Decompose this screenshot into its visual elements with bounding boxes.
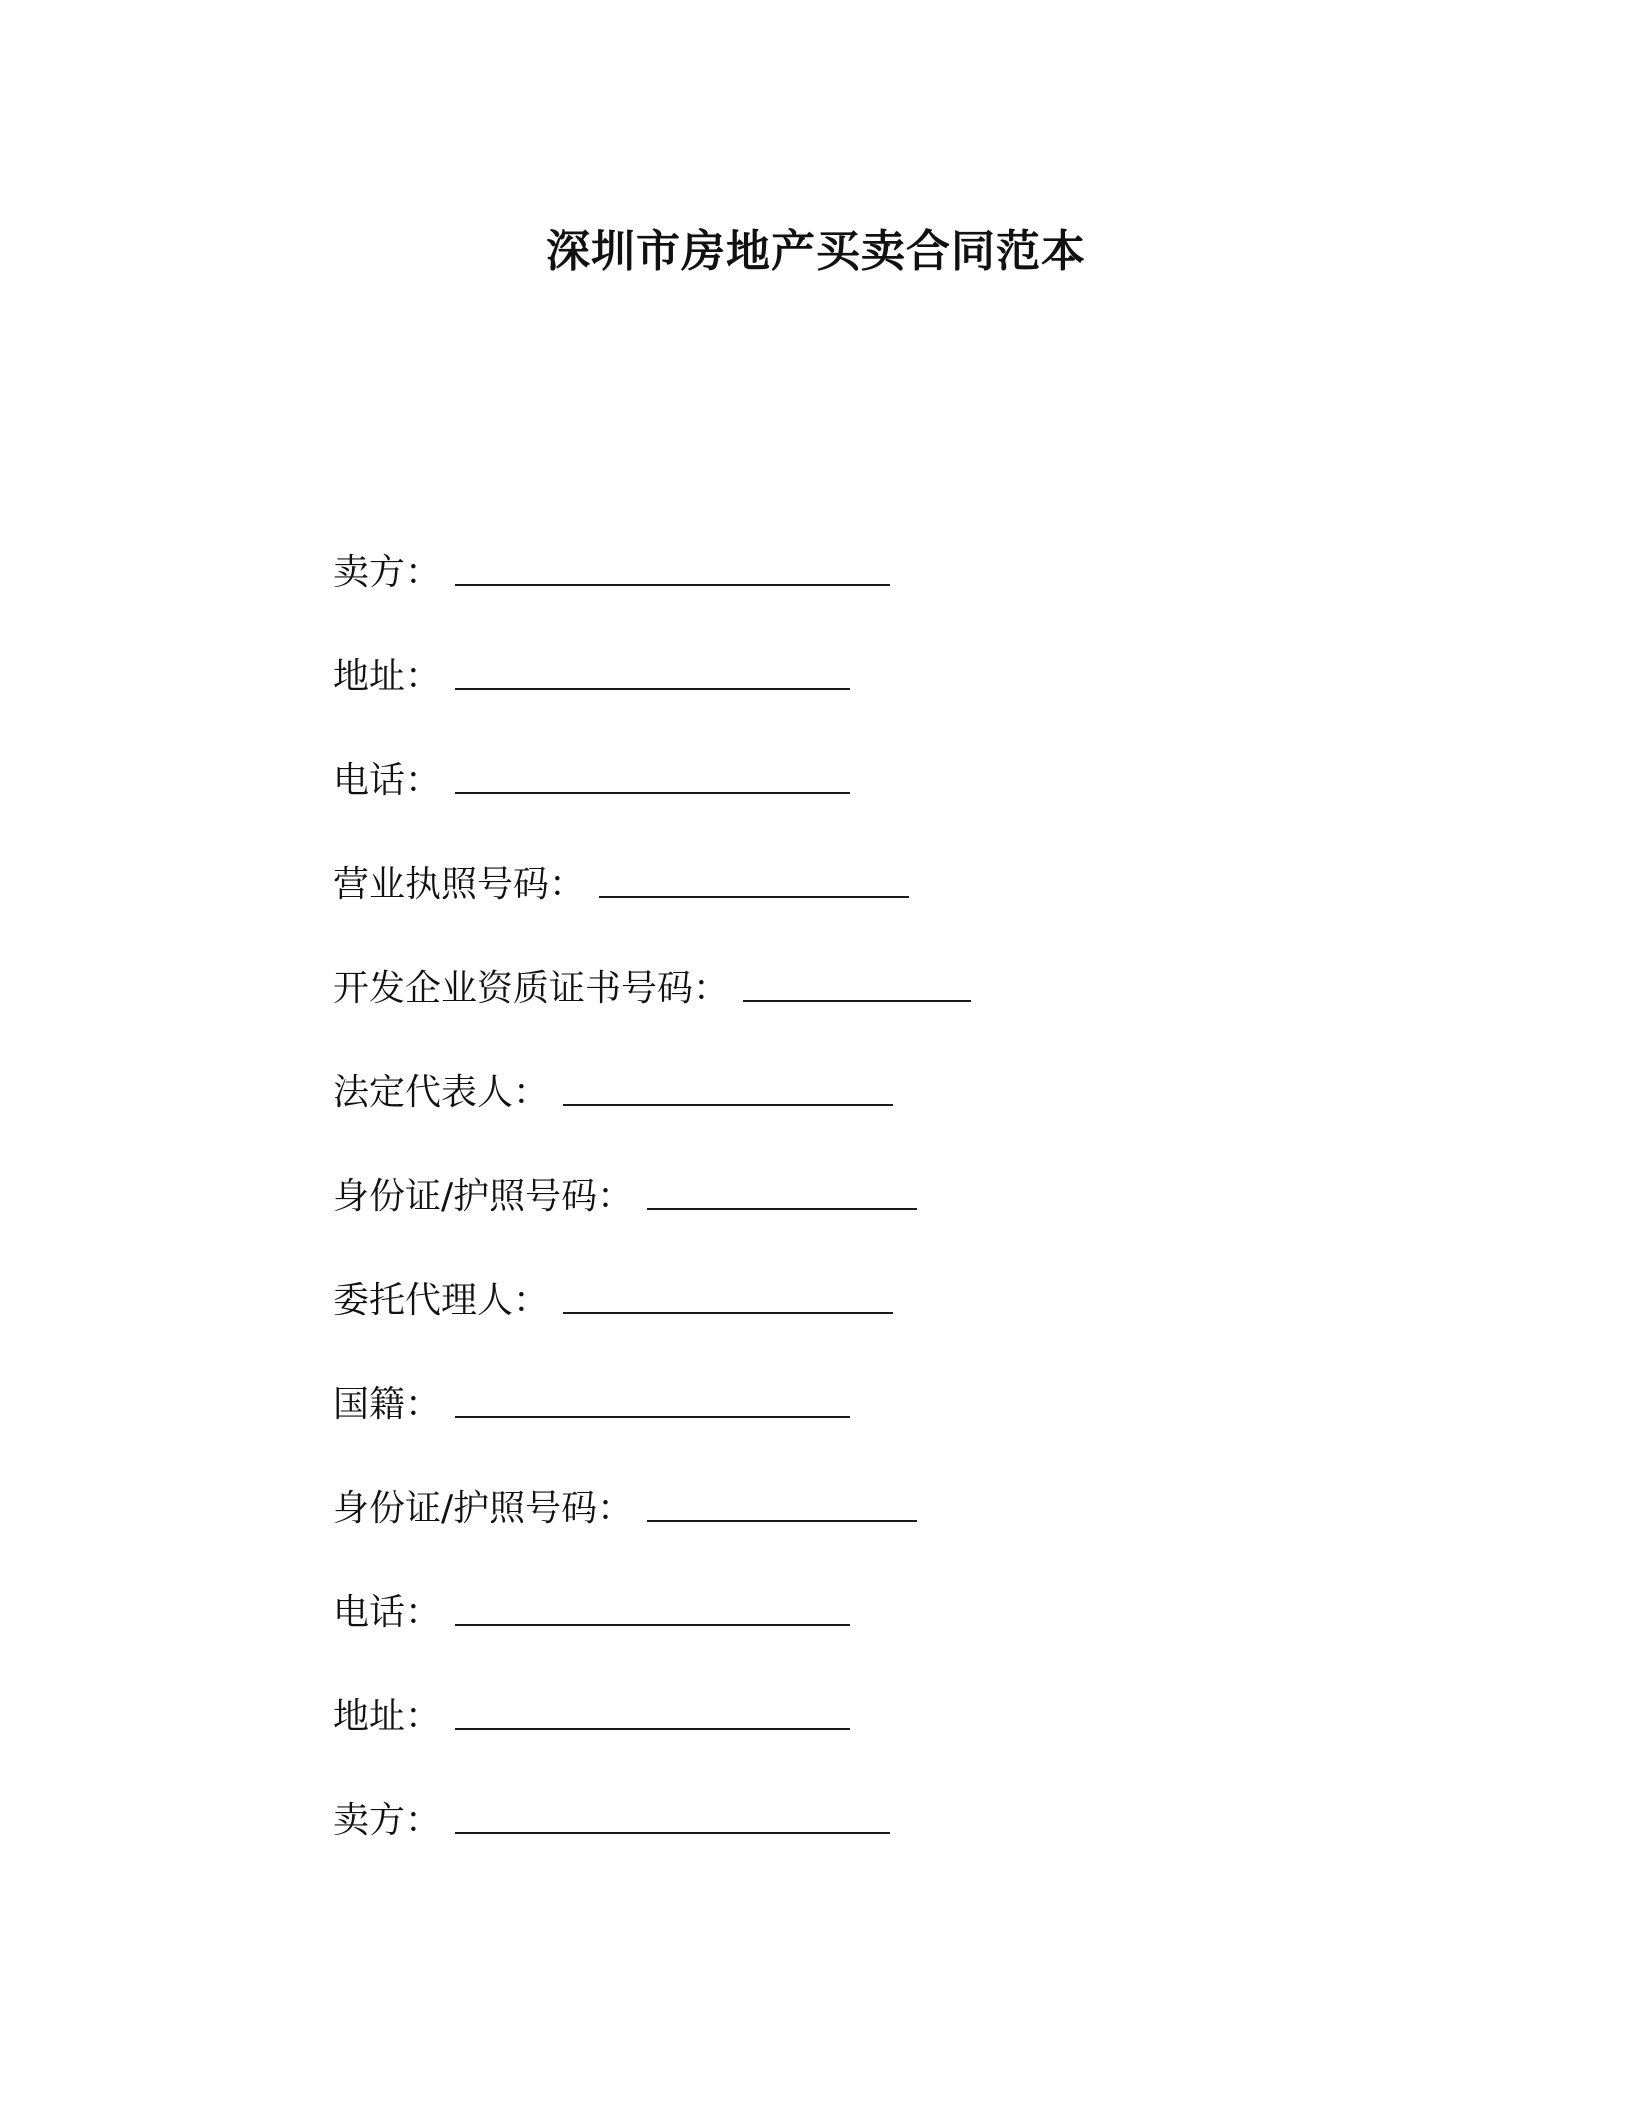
- fill-in-blank[interactable]: [455, 1416, 850, 1418]
- field-label: 国籍：: [333, 1384, 442, 1425]
- address-field: [333, 1637, 1433, 1741]
- page-title: 深圳市房地产买卖合同范本: [546, 226, 1086, 277]
- fill-in-blank[interactable]: [647, 1520, 917, 1522]
- field-label: 法定代表人：: [333, 1072, 550, 1113]
- field-label: 电话：: [333, 760, 442, 801]
- fill-in-blank[interactable]: [455, 792, 850, 794]
- field-label: 地址：: [333, 1696, 442, 1737]
- id-passport-field: [333, 1117, 1433, 1221]
- field-label: 营业执照号码：: [333, 864, 586, 905]
- field-label: 卖方：: [333, 552, 442, 593]
- fill-in-blank[interactable]: [455, 584, 890, 586]
- legal-representative-field: [333, 1013, 1433, 1117]
- agent-field: [333, 1221, 1433, 1325]
- field-label: 开发企业资质证书号码：: [333, 968, 730, 1009]
- field-label: 电话：: [333, 1592, 442, 1633]
- phone-field: [333, 701, 1433, 805]
- id-passport-field: [333, 1429, 1433, 1533]
- nationality-field: [333, 1325, 1433, 1429]
- business-license-field: [333, 805, 1433, 909]
- fill-in-blank[interactable]: [455, 1728, 850, 1730]
- qualification-cert-field: [333, 909, 1433, 1013]
- address-field: [333, 597, 1433, 701]
- party-info-fields: [333, 493, 1433, 1845]
- field-label: 卖方：: [333, 1800, 442, 1841]
- fill-in-blank[interactable]: [455, 688, 850, 690]
- field-label: 身份证/护照号码：: [333, 1176, 634, 1217]
- fill-in-blank[interactable]: [563, 1104, 893, 1106]
- fill-in-blank[interactable]: [455, 1624, 850, 1626]
- phone-field: [333, 1533, 1433, 1637]
- field-label: 委托代理人：: [333, 1280, 550, 1321]
- seller-field: [333, 493, 1433, 597]
- fill-in-blank[interactable]: [563, 1312, 893, 1314]
- field-label: 身份证/护照号码：: [333, 1488, 634, 1529]
- seller-field: [333, 1741, 1433, 1845]
- fill-in-blank[interactable]: [455, 1832, 890, 1834]
- fill-in-blank[interactable]: [743, 1000, 971, 1002]
- fill-in-blank[interactable]: [647, 1208, 917, 1210]
- field-label: 地址：: [333, 656, 442, 697]
- fill-in-blank[interactable]: [599, 896, 909, 898]
